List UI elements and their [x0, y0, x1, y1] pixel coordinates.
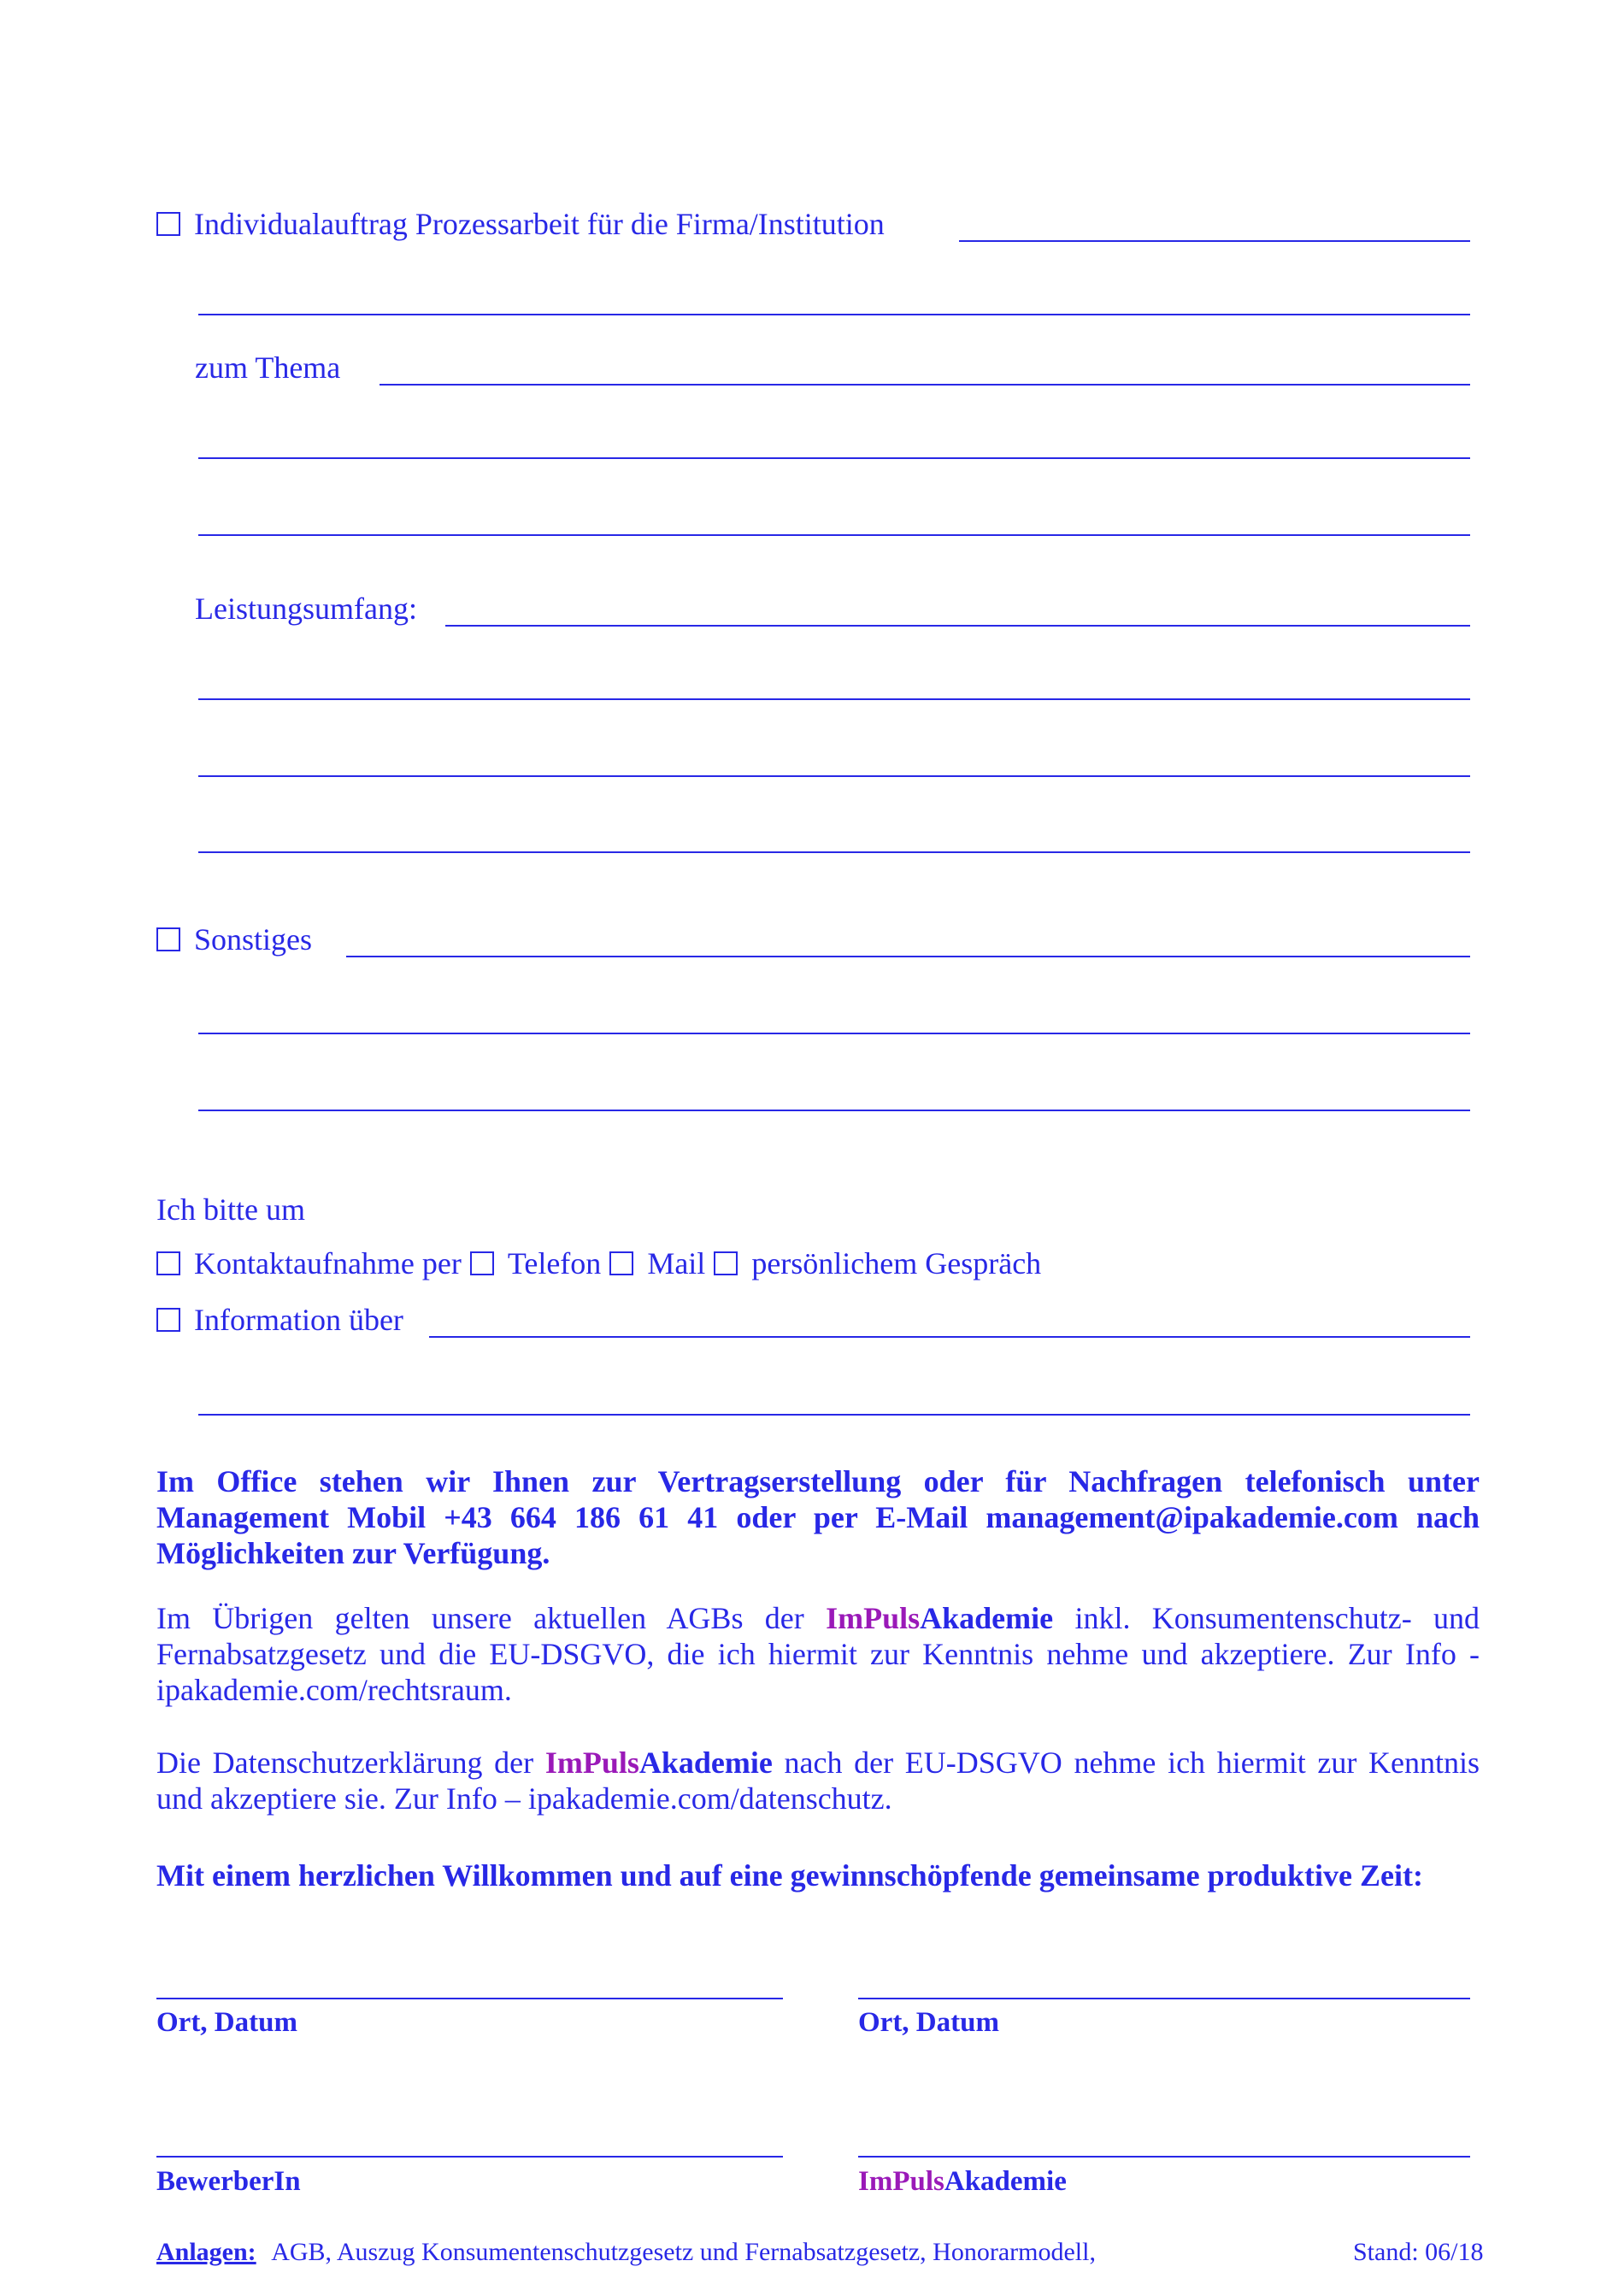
- telefon-label: Telefon: [507, 1246, 602, 1280]
- information-row: [156, 1304, 403, 1335]
- sonstiges-label: Sonstiges: [194, 922, 313, 957]
- checkbox-icon[interactable]: [156, 927, 180, 951]
- thema-input-line-3[interactable]: [198, 534, 1470, 536]
- brand-name: [545, 1746, 773, 1780]
- firma-input-line[interactable]: [959, 240, 1470, 242]
- sonstiges-input-line-3[interactable]: [198, 1110, 1470, 1111]
- firma-input-line-2[interactable]: [198, 314, 1470, 315]
- gespraech-label: persönlichem Gespräch: [751, 1246, 1042, 1280]
- sonstiges-input-line-2[interactable]: [198, 1033, 1470, 1034]
- information-label: Information über: [194, 1303, 403, 1337]
- dsgvo-text-after: nach der EU-DSGVO nehme ich hiermit zur Kenntnis und akzeptiere sie. Zur Info – ipakademie.com/datenschutz.: [156, 1746, 1480, 1816]
- footer-anlagen: [156, 2240, 1096, 2265]
- brand-part2: Akademie: [944, 2166, 1067, 2197]
- anlagen-text: AGB, Auszug Konsumentenschutzgesetz und Fernabsatzgesetz, Honorarmodell,: [271, 2238, 1096, 2266]
- thema-input-line-2[interactable]: [198, 457, 1470, 459]
- information-input-line[interactable]: [429, 1336, 1470, 1338]
- checkbox-icon[interactable]: [714, 1251, 738, 1275]
- sonstiges-input-line[interactable]: [346, 956, 1470, 957]
- leistung-input-line-2[interactable]: [198, 698, 1470, 700]
- checkbox-icon[interactable]: [156, 1308, 180, 1332]
- ort-datum-right: Ort, Datum: [858, 2007, 999, 2038]
- agb-text-before: Im Übrigen gelten unsere aktuellen AGBs der: [156, 1601, 804, 1635]
- bewerber-label: BewerberIn: [156, 2166, 301, 2197]
- mail-label: Mail: [647, 1246, 706, 1280]
- brand-part1: ImPuls: [826, 1601, 921, 1635]
- brand-name: [826, 1601, 1053, 1635]
- stand-label: Stand: 06/18: [1353, 2238, 1484, 2266]
- thema-input-line[interactable]: [380, 384, 1470, 386]
- ort-datum-left: Ort, Datum: [156, 2007, 297, 2038]
- office-paragraph: Im Office stehen wir Ihnen zur Vertragserstellung oder für Nachfragen telefonisch unter Management Mobil +43 664 186 61 41 oder per E-Mail management@ipakademie.com nach Möglichkeiten zur Verfügung.: [156, 1464, 1480, 1570]
- brand-part2: Akademie: [920, 1601, 1054, 1635]
- signature-line-ort-right[interactable]: [858, 1998, 1470, 1999]
- checkbox-icon[interactable]: [156, 1251, 180, 1275]
- dsgvo-paragraph: [156, 1745, 1480, 1816]
- leistung-input-line[interactable]: [445, 625, 1470, 627]
- agb-paragraph: [156, 1600, 1480, 1708]
- signature-line-akademie[interactable]: [858, 2156, 1470, 2158]
- signature-line-bewerber[interactable]: [156, 2156, 783, 2158]
- request-intro: Ich bitte um: [156, 1192, 305, 1227]
- information-input-line-2[interactable]: [198, 1414, 1470, 1416]
- brand-part2: Akademie: [638, 1746, 773, 1780]
- leistung-input-line-4[interactable]: [198, 851, 1470, 853]
- kontakt-row: [156, 1248, 1041, 1279]
- sonstiges-row: [156, 924, 312, 955]
- agb-text-after: inkl. Konsumentenschutz- und Fernabsatzgesetz und die EU-DSGVO, die ich hiermit zur Kenntnis nehme und akzeptiere. Zur Info - ipakademie.com/rechtsraum.: [156, 1601, 1480, 1707]
- welcome-text: Mit einem herzlichen Willkommen und auf eine gewinnschöpfende gemeinsame produktive Zeit:: [156, 1858, 1423, 1893]
- akademie-signature-label: [858, 2166, 1067, 2198]
- individualauftrag-label: Individualauftrag Prozessarbeit für die Firma/Institution: [194, 207, 885, 241]
- leistung-input-line-3[interactable]: [198, 775, 1470, 777]
- checkbox-icon[interactable]: [470, 1251, 494, 1275]
- kontakt-label: Kontaktaufnahme per: [194, 1246, 462, 1280]
- brand-part1: ImPuls: [858, 2166, 944, 2197]
- checkbox-icon[interactable]: [156, 212, 180, 236]
- dsgvo-text-before: Die Datenschutzerklärung der: [156, 1746, 534, 1780]
- anlagen-label: Anlagen:: [156, 2238, 256, 2266]
- individualauftrag-row: [156, 209, 885, 239]
- checkbox-icon[interactable]: [609, 1251, 633, 1275]
- thema-label: zum Thema: [195, 350, 341, 385]
- leistung-label: Leistungsumfang:: [195, 592, 417, 626]
- brand-part1: ImPuls: [544, 1746, 639, 1780]
- signature-line-ort-left[interactable]: [156, 1998, 783, 1999]
